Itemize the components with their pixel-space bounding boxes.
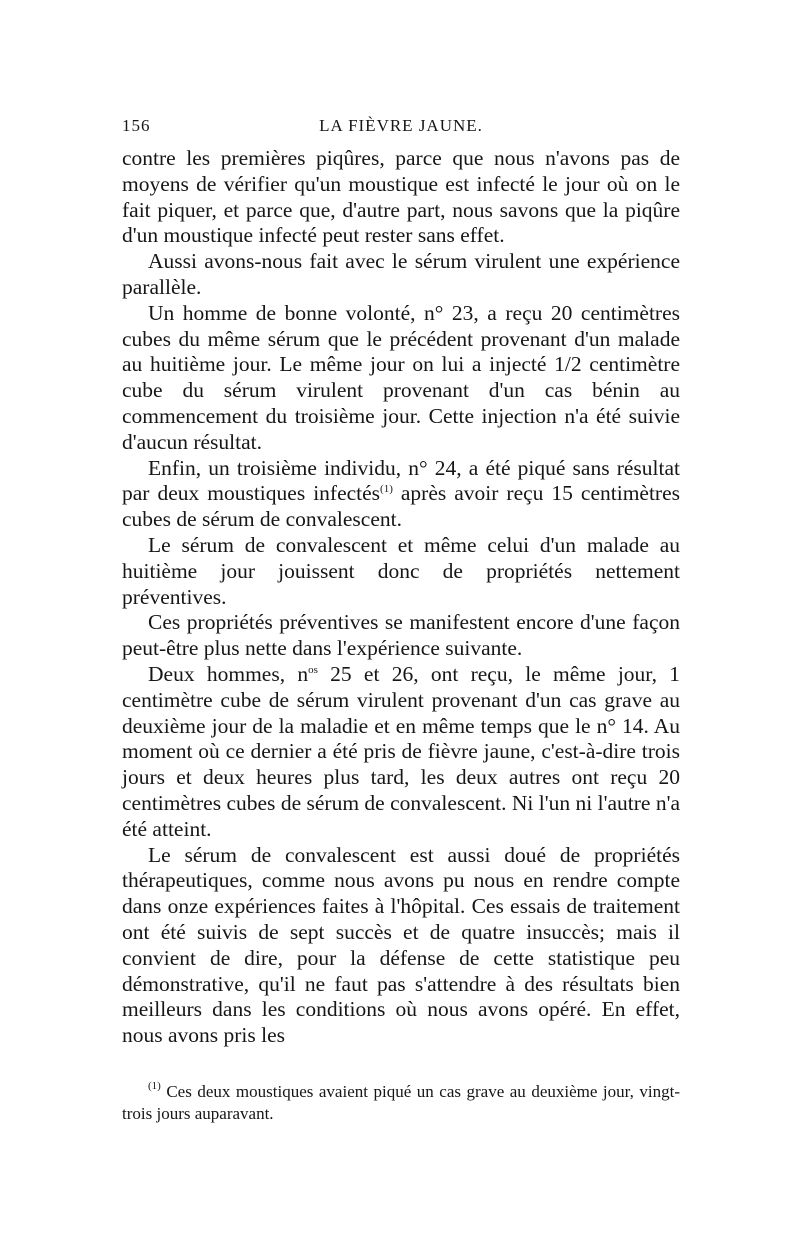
paragraph-text: Enfin, un troisième individu, n° 24, a été piqué sans résultat par deux moustiques infectés	[122, 455, 680, 506]
paragraph	[122, 533, 680, 610]
paragraph-text: Deux hommes, n	[148, 661, 309, 686]
paragraph	[122, 301, 680, 456]
page-number: 156	[122, 116, 151, 135]
paragraph	[122, 456, 680, 533]
paragraph-text: Le sérum de convalescent et même celui d'un malade au huitième jour jouissent donc de propriétés nettement préventives.	[122, 532, 680, 609]
paragraph-text-continued: après avoir reçu 15 centimètres cubes de sérum de convalescent.	[122, 481, 680, 532]
footnotes	[122, 1081, 680, 1125]
paragraph	[122, 662, 680, 843]
footnote	[122, 1081, 680, 1125]
running-header	[122, 110, 680, 146]
paragraph	[122, 146, 680, 249]
paragraph-text: Le sérum de convalescent est aussi doué de propriétés thérapeutiques, comme nous avons pu nous en rendre compte dans onze expériences faites à l'hôpital. Ces essais de traitement ont été suivis de sept succès et de quatre insuccès; mais il convient de dire, pour la défense de cette statistique peu démonstrative, qu'il ne faut pas s'attendre à des résultats bien meilleurs dans les conditions où nous avons opéré. En effet, nous avons pris les	[122, 842, 680, 1048]
paragraph-text: contre les premières piqûres, parce que nous n'avons pas de moyens de vérifier qu'un moustique est infecté le jour où on le fait piquer, et parce que, d'autre part, nous savons que la piqûre d'un moustique infecté peut rester sans effet.	[122, 146, 680, 248]
footnote-text: Ces deux moustiques avaient piqué un cas grave au deuxième jour, vingt-trois jours auparavant.	[122, 1082, 680, 1123]
footnote-marker: (1)	[148, 1080, 161, 1092]
paragraph-text: Un homme de bonne volonté, n° 23, a reçu 20 centimètres cubes du même sérum que le précédent provenant d'un malade au huitième jour. Le même jour on lui a injecté 1/2 centimètre cube du sérum virulent provenant d'un cas bénin au commencement du troisième jour. Cette injection n'a été suivie d'aucun résultat.	[122, 300, 680, 454]
paragraph-text: Aussi avons-nous fait avec le sérum virulent une expérience parallèle.	[122, 249, 680, 299]
paragraph-text-continued: 25 et 26, ont reçu, le même jour, 1 centimètre cube de sérum virulent provenant d'un cas grave au deuxième jour de la maladie et en même temps que le n° 14. Au moment où ce dernier a été pris de fièvre jaune, c'est-à-dire trois jours et deux heures plus tard, les deux autres ont reçu 20 centimètres cubes de sérum de convalescent. Ni l'un ni l'autre n'a été atteint.	[122, 661, 680, 841]
number-abbreviation-superscript: os	[308, 663, 318, 676]
paragraph	[122, 843, 680, 1049]
paragraph	[122, 249, 680, 301]
paragraph-text: Ces propriétés préventives se manifestent encore d'une façon peut-être plus nette dans l'expérience suivante.	[122, 610, 680, 661]
body-text	[122, 146, 680, 1049]
paragraph	[122, 610, 680, 662]
running-title: LA FIÈVRE JAUNE.	[319, 116, 483, 135]
footnote-reference: (1)	[380, 483, 393, 496]
